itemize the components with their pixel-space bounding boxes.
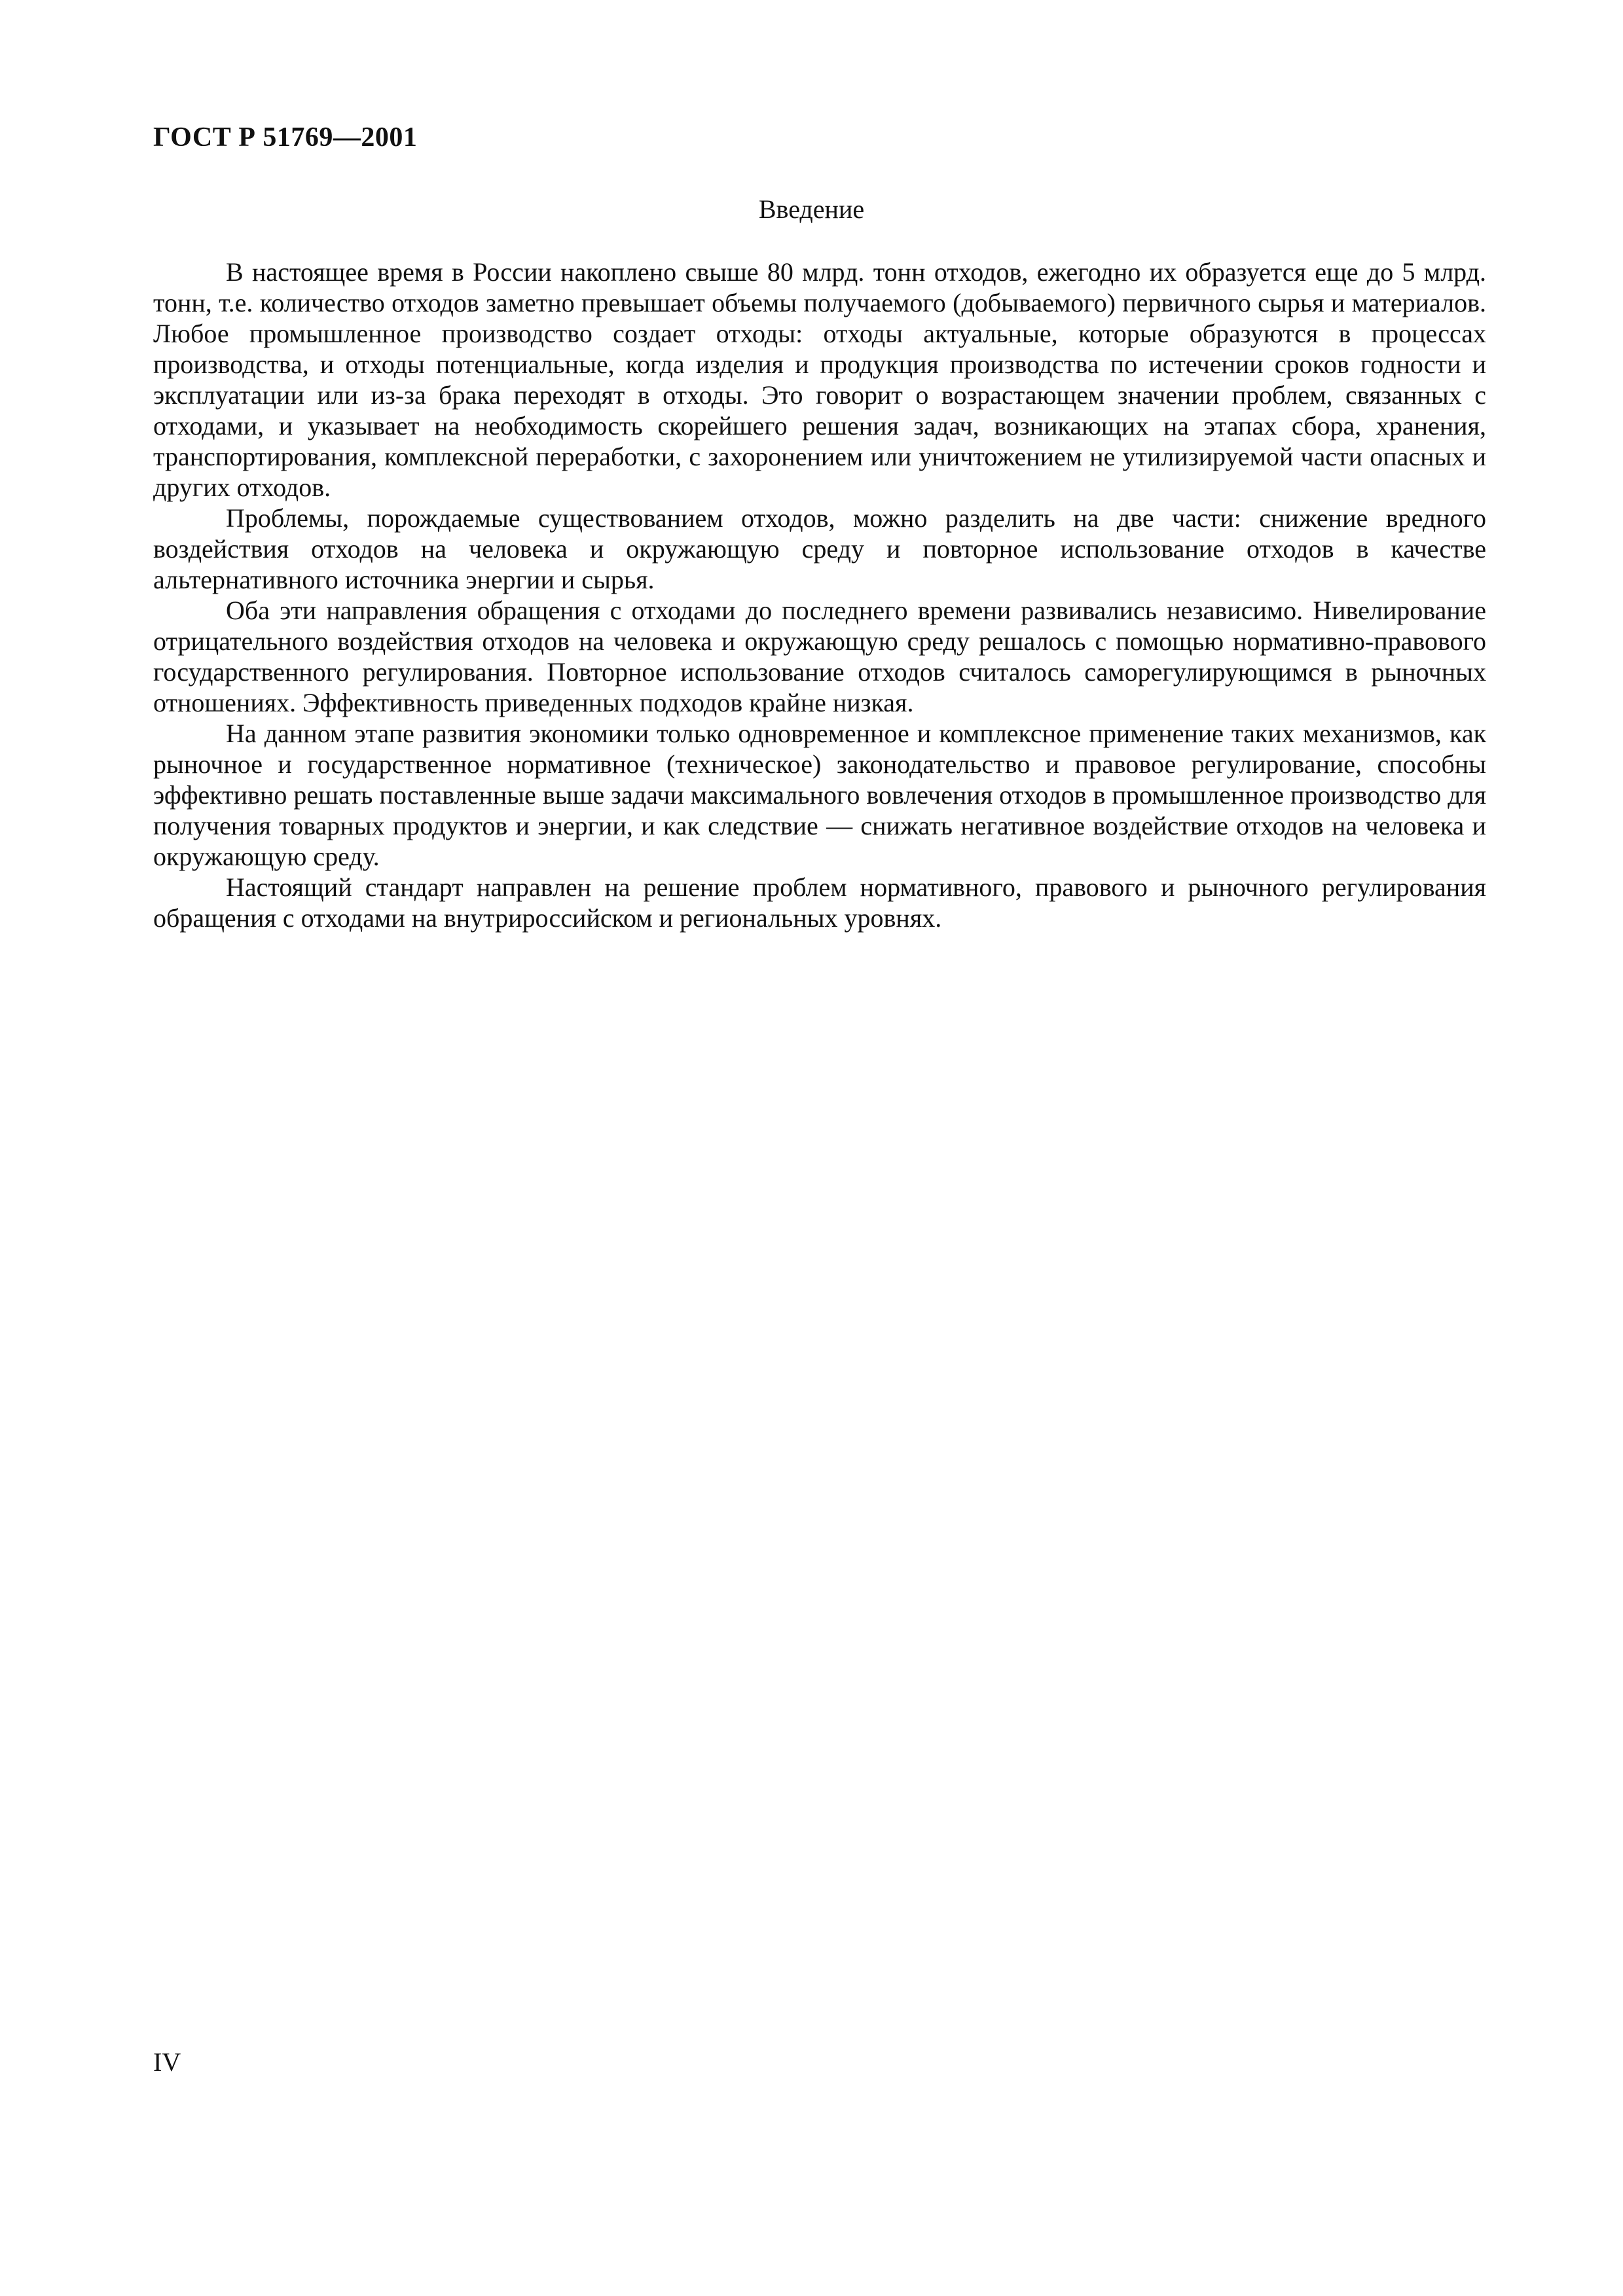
standard-header: ГОСТ Р 51769—2001	[153, 122, 418, 152]
paragraph: Проблемы, порождаемые существованием отходов, можно разделить на две части: снижение вредного воздействия отходов на человека и окружающую среду и повторное использование отходов в качестве альтернативного источника энергии и сырья.	[153, 503, 1486, 594]
paragraph: В настоящее время в России накоплено свыше 80 млрд. тонн отходов, ежегодно их образуется еще до 5 млрд. тонн, т.е. количество отходов заметно превышает объемы получаемого (добываемого) первичного сырья и материалов. Любое промышленное производство создает отходы: отходы актуальные, которые образуются в процессах производства, и отходы потенциальные, когда изделия и продукция производства по истечении сроков годности и эксплуатации или из-за брака переходят в отходы. Это говорит о возрастающем значении проблем, связанных с отходами, и указывает на необходимость скорейшего решения задач, возникающих на этапах сбора, хранения, транспортирования, комплексной переработки, с захоронением или уничтожением не утилизируемой части опасных и других отходов.	[153, 257, 1486, 502]
paragraph: На данном этапе развития экономики только одновременное и комплексное применение таких механизмов, как рыночное и государственное нормативное (техническое) законодательство и правовое регулирование, способны эффективно решать поставленные выше задачи максимального вовлечения отходов в промышленное производство для получения товарных продуктов и энергии, и как следствие — снижать негативное воздействие отходов на человека и окружающую среду.	[153, 719, 1486, 871]
body-text	[153, 257, 1486, 933]
page-number: IV	[153, 2047, 181, 2077]
section-title: Введение	[758, 194, 865, 224]
paragraph: Настоящий стандарт направлен на решение проблем нормативного, правового и рыночного регулирования обращения с отходами на внутрироссийском и региональных уровнях.	[153, 872, 1486, 933]
paragraph: Оба эти направления обращения с отходами до последнего времени развивались независимо. Нивелирование отрицательного воздействия отходов на человека и окружающую среду решалось с помощью нормативно-правового государственного регулирования. Повторное использование отходов считалось саморегулирующимся в рыночных отношениях. Эффективность приведенных подходов крайне низкая.	[153, 596, 1486, 717]
